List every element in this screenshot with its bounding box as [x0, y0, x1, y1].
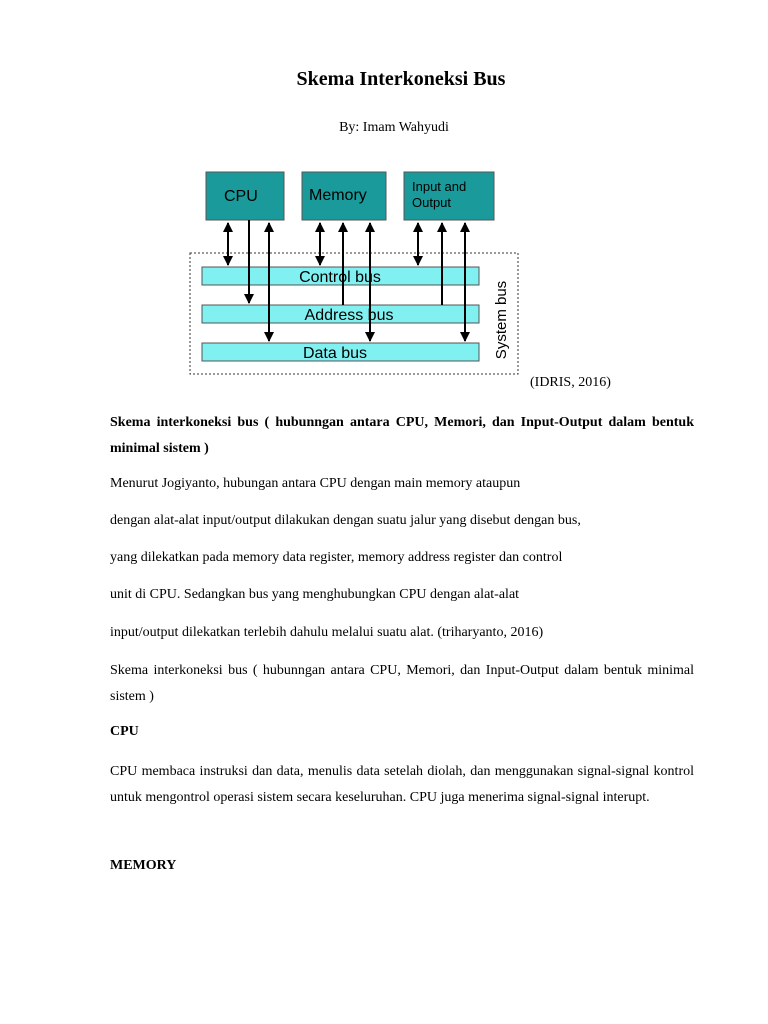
cpu-section-paragraph: CPU membaca instruksi dan data, menulis data setelah diolah, dan menggunakan signal-signal kontrol untuk mengontrol operasi sistem secara keseluruhan. CPU juga menerima signal-signal interupt. — [110, 764, 694, 805]
cpu-section-heading: CPU — [110, 724, 139, 739]
author-byline: By: Imam Wahyudi — [339, 120, 449, 135]
page-title: Skema Interkoneksi Bus — [296, 68, 506, 90]
figure-caption-paragraph: Skema interkoneksi bus ( hubunngan antara CPU, Memori, dan Input-Output dalam bentuk minimal sistem ) — [110, 415, 694, 456]
system-bus-label: System bus — [493, 280, 510, 360]
memory-section-heading: MEMORY — [110, 858, 177, 873]
figure-citation: (IDRIS, 2016) — [530, 375, 611, 390]
cpu-label: CPU — [224, 188, 258, 205]
repeat-paragraph: Skema interkoneksi bus ( hubunngan antara CPU, Memori, dan Input-Output dalam bentuk minimal sistem ) — [110, 663, 694, 704]
data-bus-label: Data bus — [302, 345, 368, 362]
memory-label: Memory — [309, 187, 367, 204]
io-label-line2: Output — [412, 195, 452, 210]
io-label-line1: Input and — [412, 179, 467, 194]
body-line-5: input/output dilekatkan terlebih dahulu melalui suatu alat. (triharyanto, 2016) — [110, 625, 544, 640]
body-line-2: dengan alat-alat input/output dilakukan dengan suatu jalur yang disebut dengan bus, — [110, 513, 581, 528]
body-line-4: unit di CPU. Sedangkan bus yang menghubungkan CPU dengan alat-alat — [110, 587, 520, 602]
bus-interconnection-diagram — [188, 168, 520, 378]
control-bus-label: Control bus — [299, 269, 381, 286]
body-line-1: Menurut Jogiyanto, hubungan antara CPU dengan main memory ataupun — [110, 476, 521, 491]
body-line-3: yang dilekatkan pada memory data register, memory address register dan control — [110, 550, 563, 565]
address-bus-label: Address bus — [304, 307, 394, 324]
